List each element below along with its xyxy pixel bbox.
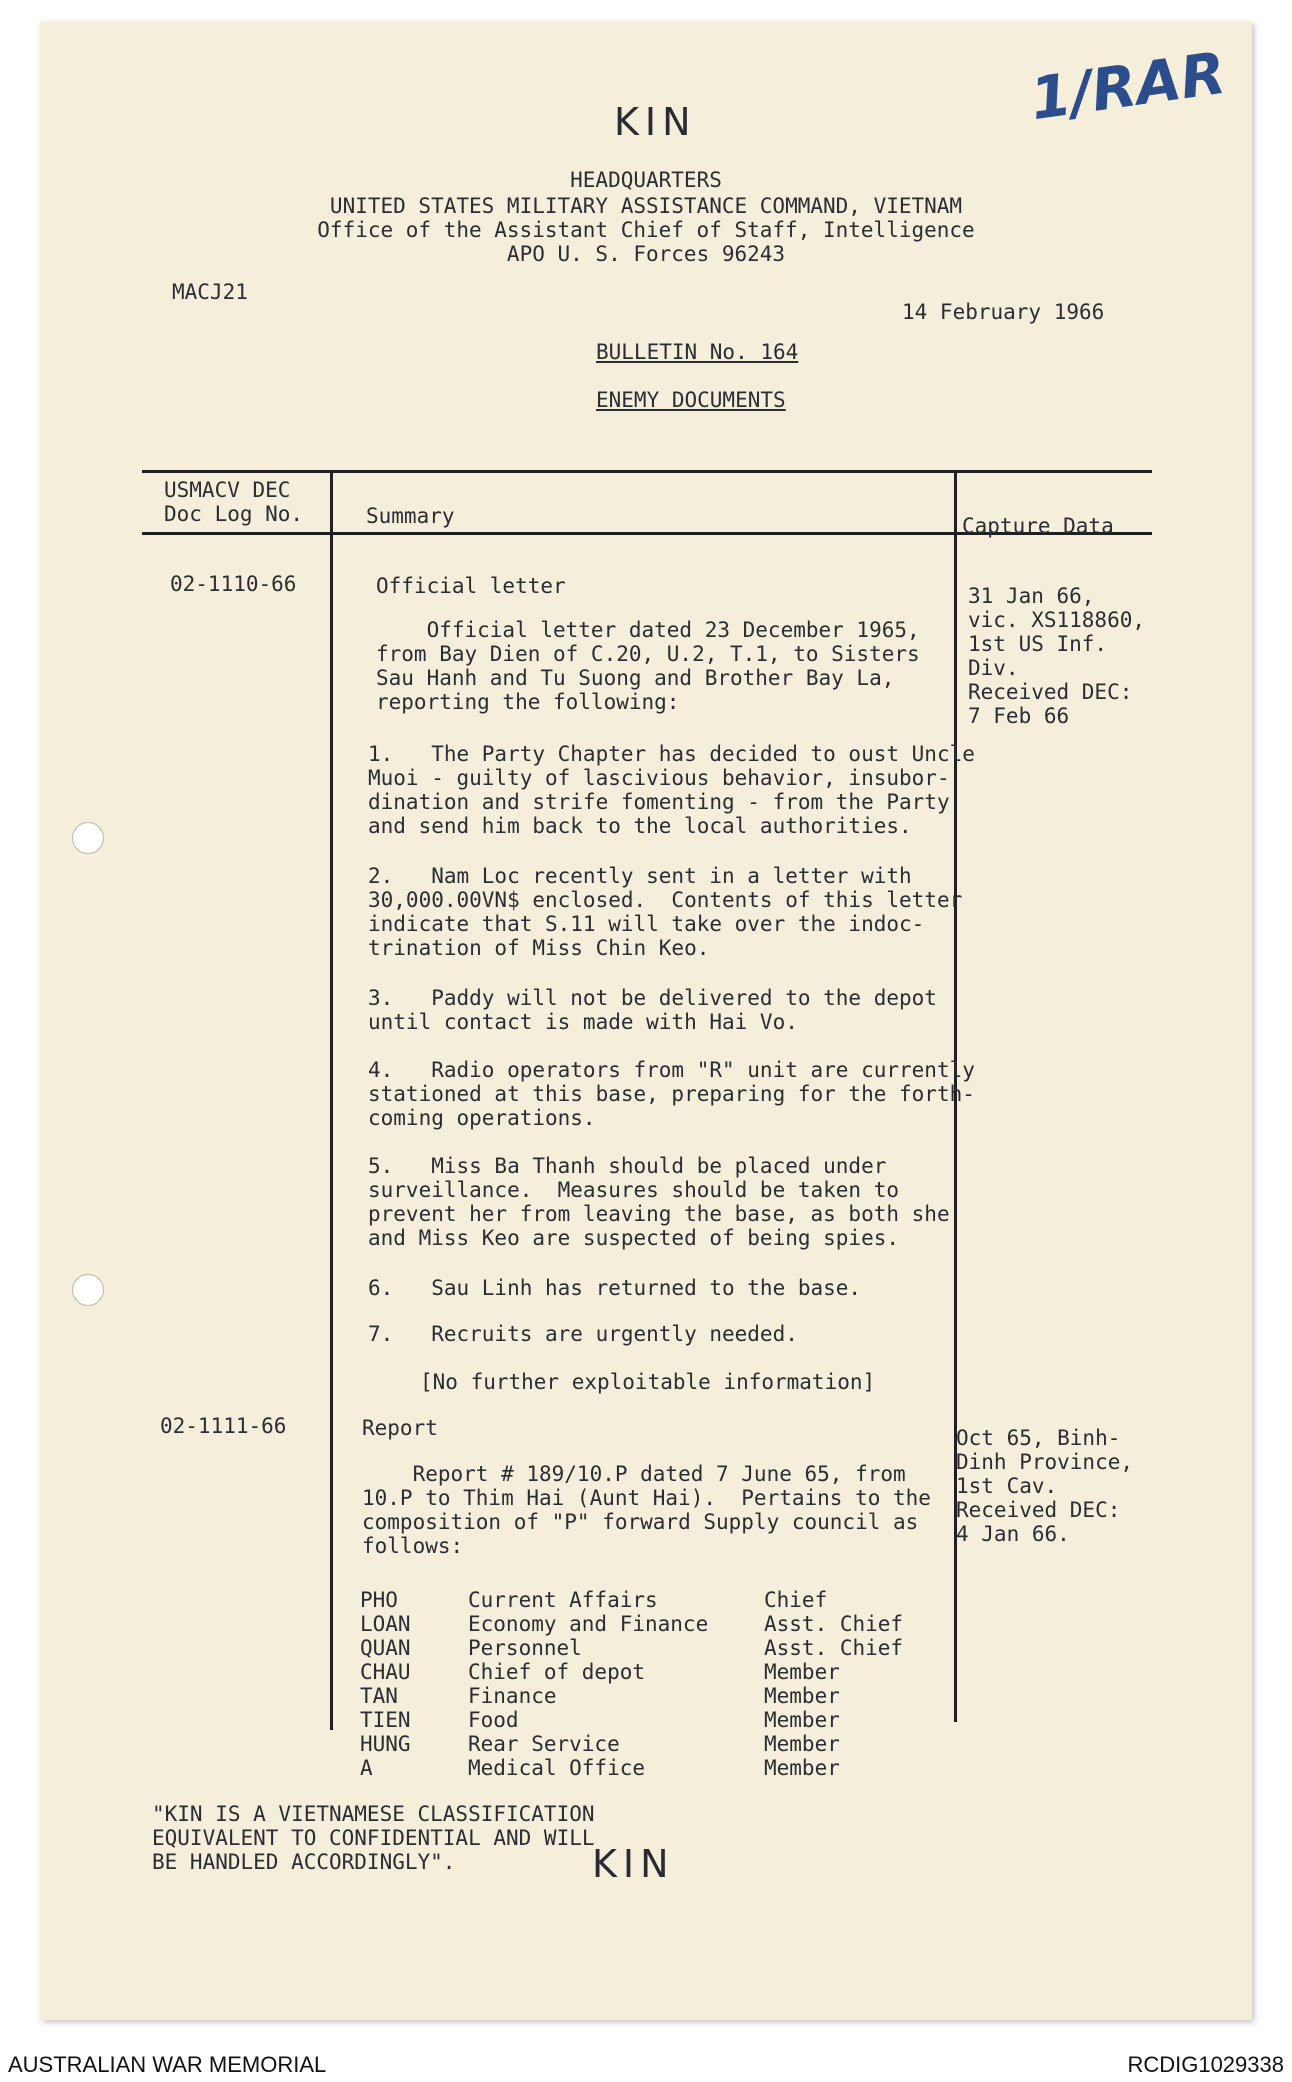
entry1-item-5: prevent her from leaving the base, as both she xyxy=(368,1202,950,1226)
column-header-doc-log-1: USMACV DEC xyxy=(164,478,291,502)
entry1-capture-line: 7 Feb 66 xyxy=(968,704,1070,728)
entry1-item-1: dination and strife fomenting - from the Party xyxy=(368,790,950,814)
entry2-title: Report xyxy=(362,1416,438,1440)
member-title: Member xyxy=(764,1732,840,1756)
entry1-intro-line: from Bay Dien of C.20, U.2, T.1, to Sisters xyxy=(376,642,920,666)
entry1-title: Official letter xyxy=(376,574,566,598)
entry2-intro-line: 10.P to Thim Hai (Aunt Hai). Pertains to the xyxy=(362,1486,931,1510)
member-name: LOAN xyxy=(360,1612,411,1636)
member-name: TAN xyxy=(360,1684,398,1708)
document-page xyxy=(40,22,1252,2020)
entry1-capture-line: 1st US Inf. xyxy=(968,632,1108,656)
punch-hole-bottom xyxy=(72,1274,104,1306)
entry1-item-5: surveillance. Measures should be taken to xyxy=(368,1178,900,1202)
footer-reference: RCDIG1029338 xyxy=(1127,2052,1284,2077)
member-name: CHAU xyxy=(360,1660,411,1684)
entry1-intro-line: Official letter dated 23 December 1965, xyxy=(376,618,920,642)
header-line-4: APO U. S. Forces 96243 xyxy=(506,242,786,266)
column-header-capture-data: Capture Data xyxy=(962,514,1114,538)
entry2-capture-line: 1st Cav. xyxy=(956,1474,1058,1498)
entry1-doc-number: 02-1110-66 xyxy=(170,572,297,596)
entry2-intro-line: follows: xyxy=(362,1534,464,1558)
entry1-capture-line: vic. XS118860, xyxy=(968,608,1146,632)
column-header-doc-log-2: Doc Log No. xyxy=(164,502,304,526)
classification-note-line: "KIN IS A VIETNAMESE CLASSIFICATION xyxy=(152,1802,595,1826)
entry2-capture-line: Dinh Province, xyxy=(956,1450,1134,1474)
entry1-intro-line: Sau Hanh and Tu Suong and Brother Bay La, xyxy=(376,666,895,690)
classification-bottom: KIN xyxy=(592,1842,675,1886)
footer-institution: AUSTRALIAN WAR MEMORIAL xyxy=(8,2052,327,2077)
entry1-item-3: until contact is made with Hai Vo. xyxy=(368,1010,798,1034)
punch-hole-top xyxy=(72,822,104,854)
member-name: PHO xyxy=(360,1588,398,1612)
member-name: HUNG xyxy=(360,1732,411,1756)
member-name: QUAN xyxy=(360,1636,411,1660)
member-title: Member xyxy=(764,1660,840,1684)
entry1-item-4: 4. Radio operators from "R" unit are currently xyxy=(368,1058,975,1082)
entry1-item-5: and Miss Keo are suspected of being spies. xyxy=(368,1226,900,1250)
entry1-item-5: 5. Miss Ba Thanh should be placed under xyxy=(368,1154,887,1178)
classification-note-line: EQUIVALENT TO CONFIDENTIAL AND WILL xyxy=(152,1826,595,1850)
member-role: Current Affairs xyxy=(468,1588,658,1612)
entry1-item-2: indicate that S.11 will take over the indoc- xyxy=(368,912,925,936)
classification-top: KIN xyxy=(614,100,697,144)
member-role: Medical Office xyxy=(468,1756,646,1780)
member-role: Rear Service xyxy=(468,1732,620,1756)
entry1-capture-line: 31 Jan 66, xyxy=(968,584,1095,608)
member-title: Member xyxy=(764,1708,840,1732)
member-role: Food xyxy=(468,1708,519,1732)
member-title: Asst. Chief xyxy=(764,1636,904,1660)
entry1-item-4: coming operations. xyxy=(368,1106,596,1130)
entry1-capture-line: Received DEC: xyxy=(968,680,1133,704)
entry1-intro-line: reporting the following: xyxy=(376,690,680,714)
column-header-summary: Summary xyxy=(366,504,455,528)
document-date: 14 February 1966 xyxy=(902,300,1105,324)
entry2-capture-line: 4 Jan 66. xyxy=(956,1522,1070,1546)
entry1-capture-line: Div. xyxy=(968,656,1019,680)
member-role: Economy and Finance xyxy=(468,1612,709,1636)
entry1-closing-note: [No further exploitable information] xyxy=(420,1370,876,1394)
member-role: Finance xyxy=(468,1684,557,1708)
classification-note-line: BE HANDLED ACCORDINGLY". xyxy=(152,1850,456,1874)
member-role: Personnel xyxy=(468,1636,582,1660)
member-title: Member xyxy=(764,1756,840,1780)
entry1-item-2: 2. Nam Loc recently sent in a letter with xyxy=(368,864,912,888)
entry1-item-1: Muoi - guilty of lascivious behavior, insubor- xyxy=(368,766,950,790)
ref-code: MACJ21 xyxy=(172,280,248,304)
entry1-item-2: 30,000.00VN$ enclosed. Contents of this letter xyxy=(368,888,963,912)
entry2-intro-line: composition of "P" forward Supply council as xyxy=(362,1510,919,1534)
entry1-item-4: stationed at this base, preparing for the forth- xyxy=(368,1082,975,1106)
entry1-item-2: trination of Miss Chin Keo. xyxy=(368,936,710,960)
entry1-item-1: and send him back to the local authorities. xyxy=(368,814,912,838)
entry1-item-1: 1. The Party Chapter has decided to oust Uncle xyxy=(368,742,975,766)
entry2-capture-line: Oct 65, Binh- xyxy=(956,1426,1121,1450)
bulletin-number: BULLETIN No. 164 xyxy=(596,340,799,364)
table-divider-left xyxy=(330,470,333,1730)
member-title: Member xyxy=(764,1684,840,1708)
entry1-item-6: 6. Sau Linh has returned to the base. xyxy=(368,1276,862,1300)
member-name: TIEN xyxy=(360,1708,411,1732)
entry2-capture-line: Received DEC: xyxy=(956,1498,1121,1522)
header-line-2: UNITED STATES MILITARY ASSISTANCE COMMAND, VIETNAM xyxy=(329,194,963,218)
table-top-rule xyxy=(142,470,1152,473)
subject-title: ENEMY DOCUMENTS xyxy=(596,388,786,412)
member-title: Chief xyxy=(764,1588,828,1612)
handwritten-note: 1/RAR xyxy=(1026,38,1230,134)
entry2-intro-line: Report # 189/10.P dated 7 June 65, from xyxy=(362,1462,906,1486)
header-line-3: Office of the Assistant Chief of Staff, Intelligence xyxy=(317,218,975,242)
header-line-1: HEADQUARTERS xyxy=(570,168,722,192)
member-name: A xyxy=(360,1756,373,1780)
member-title: Asst. Chief xyxy=(764,1612,904,1636)
entry1-item-3: 3. Paddy will not be delivered to the depot xyxy=(368,986,937,1010)
member-role: Chief of depot xyxy=(468,1660,646,1684)
entry2-doc-number: 02-1111-66 xyxy=(160,1414,287,1438)
entry1-item-7: 7. Recruits are urgently needed. xyxy=(368,1322,798,1346)
